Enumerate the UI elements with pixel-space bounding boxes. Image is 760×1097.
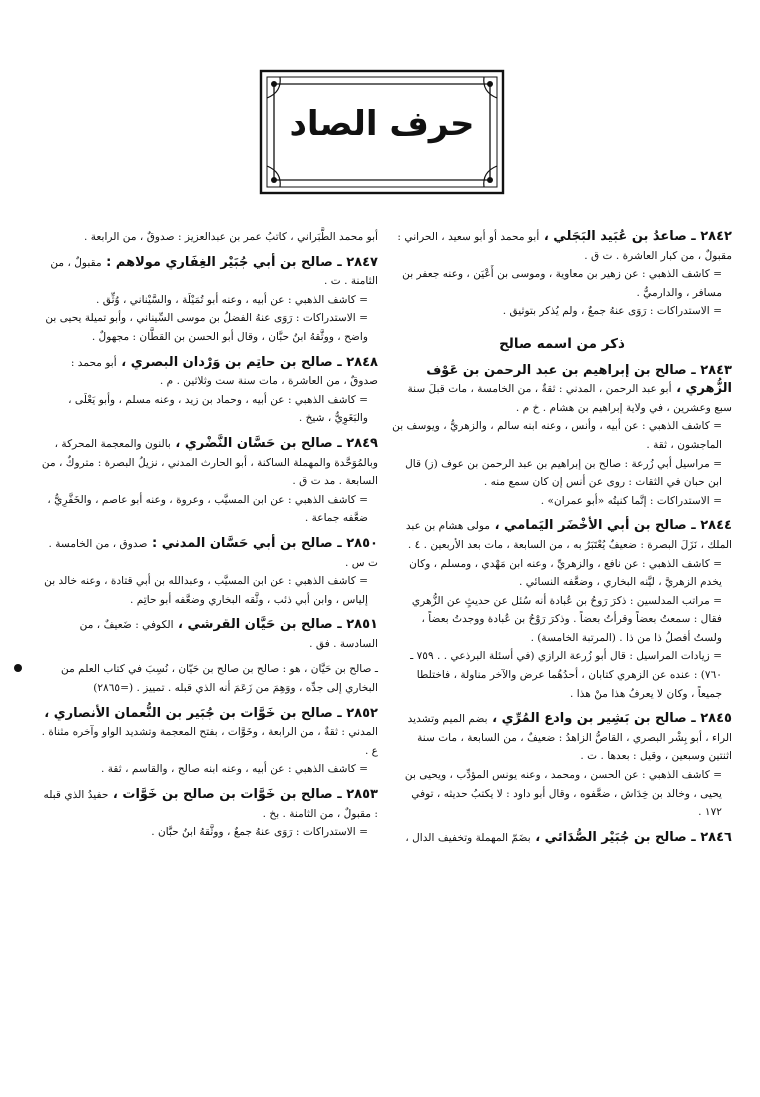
entry-heading: ٢٨٤٧ ـ صالح بن أبي جُبَيْر الغِفَاري مولاهم :: [101, 254, 378, 270]
entry-heading: ٢٨٥١ ـ صالح بن حَيَّان القرشي ،: [173, 617, 378, 633]
biography-entry: [40, 354, 378, 428]
entry-note: = كاشف الذهبي : عن أبيه ، وأنس ، وعنه ابنه سالم ، والزهريُّ ، ويوسف بن الماجشون ، ثقة .: [392, 420, 722, 451]
entry-heading: ٢٨٤٥ ـ صالح بن بَشِير بن وادع المُرِّي ،: [487, 711, 732, 727]
entry-note: = مراسيل أبي زُرعة : صالح بن إبراهيم بن عبد الرحمن بن عوف (ز) قال ابن حبان في الثقات : روى عن أنس إن كان سمع منه .: [405, 457, 722, 489]
biography-entry: [392, 517, 732, 703]
entry-body: أبو محمد أو أبو سعيد ، الحراني : مقبولٌ ، من كبار العاشرة . ت ق .: [397, 231, 732, 262]
entry-body: أبو محمد الطَّبَراني ، كاتبُ عمر بن عبدالعزيز : صدوقٌ ، من الرابعة .: [84, 231, 378, 243]
entry-note: = كاشف الذهبي : عن ابن المسيَّب ، وعروة ، وعنه أبو عاصم ، والخَفَّرِيُّ ، ضعَّفه جماعة .: [47, 493, 368, 525]
entry-body: بضَمّ المهملة وتخفيف الدال ،: [405, 831, 531, 844]
entry-text: [40, 786, 378, 823]
entry-text: [40, 660, 378, 697]
entry-heading: ٢٨٥٣ ـ صالح بن خَوَّات بن صالح بن خَوَّات ،: [108, 787, 378, 803]
entry-heading: ٢٨٤٦ ـ صالح بن جُبَيْر الصُّدَائي ،: [530, 829, 732, 845]
entry-text: [40, 228, 378, 247]
biography-entry: [40, 228, 378, 247]
entry-note: = كاشف الذهبي : عن ابن المسيَّب ، وعبدالله بن أبي قتادة ، وعنه خالد بن إلياس ، وابن أبي ذئب ، وثَّقه البخاري وضعَّفه أبو حاتِم .: [44, 575, 368, 606]
bullet-icon: [14, 664, 22, 672]
biography-entry: [40, 435, 378, 528]
biography-entry: [40, 254, 378, 347]
entry-body: حفيدُ الذي قبله : مقبولٌ ، من الثامنة . بخ .: [43, 789, 378, 820]
entry-note: = زيادات المراسيل : قال أبو زُرعة الرازي (في أسئلة البرذعي . . ٧٥٩ ـ ٧٦٠) : عنده عن الزهري كتابان ، أحدُهُما عرض والآخر مناولة ، فاختلطا جميعاً ، وكان لا يعرفُ هذا منْ هذا .: [410, 650, 722, 700]
entry-note: = الاستدراكات : إنَّما كنيتُه «أبو عمران» .: [540, 494, 722, 507]
entry-note: = الاستدراكات : رَوَى عنهُ الفضلُ بن موسى السِّيناني ، وأبو تميلة يحيى بن واضح ، ووثَّقهُ ابنُ حبَّان ، وقال أبو الحسن بن القطَّان : مجهولٌ .: [45, 312, 368, 343]
biography-entry: [40, 616, 378, 653]
entry-body: أبو عبد الرحمن ، المدني : ثقةٌ ، من الخامسة ، مات قبلَ سنة سبع وعشرين ، في ولاية إبراهيم بن هشام . خ م .: [407, 383, 732, 414]
entry-heading: ٢٨٤٣ ـ صالح بن إبراهيم بن عبد الرحمن بن عَوْف الزُّهري ،: [426, 362, 732, 397]
entry-note: = مراتب المدلسين : ذكرَ رَوحُ بن عُبادة أنه سُئل عن حديثٍ عن الزُّهري فقال : سمعتُ بعضاً وقرأتُ بعضاً . وذكرَ رَوْحُ بن عُبادة ووجدتُ بعضاً ، ولستُ أفصلُ ذا من ذا . (المرتبة الخامسة) .: [411, 594, 722, 644]
entry-text: [392, 829, 732, 848]
section-title: ذكر من اسمه صالح: [499, 335, 625, 352]
entry-text: [392, 710, 732, 766]
entry-body: بضم الميم وتشديد الراء ، أبو بِشْر البصري ، القاصُّ الزاهدُ : ضعيفٌ ، من السابعة ، مات سنة اثنتين وسبعين ، وقيل : بعدها . ت .: [407, 713, 732, 763]
entry-text: [392, 228, 732, 265]
biography-entry: [40, 535, 378, 609]
entry-body: صدوق ، من الخامسة . ت س .: [48, 537, 378, 569]
entry-text: [40, 435, 378, 491]
left-column: [40, 228, 378, 849]
entry-body: المدني : ثقةٌ ، من الرابعة ، وخَوَّات ، بفتح المعجمة وتشديد الواو وآخره مثناة . ع .: [41, 726, 378, 757]
entry-text: [40, 705, 378, 761]
entry-note: = كاشف الذهبي : عن أبيه ، وعنه ابنه صالح ، والقاسم ، ثقة .: [101, 763, 368, 776]
biography-entry: [40, 660, 378, 697]
entry-body: مقبولٌ ، من الثامنة . ت .: [50, 256, 378, 288]
entry-note: = الاستدراكات : رَوَى عنهُ جمعٌ ، ولم يُذكر بتوثيق .: [502, 305, 722, 318]
chapter-title-frame: [258, 68, 506, 196]
entry-body: ـ صالح بن حَيَّان ، هو : صالح بن صالح بن حَيّان ، نُسِبَ في كتاب العلم من البخاري إلى جدِّه ، ووَهِمَ من زَعَمَ أنه الذي قبله . تمييز . (=٢٨٦٥): [61, 663, 378, 695]
entry-note: = كاشف الذهبي : عن زهير بن معاوية ، وموسى بن أَعْيَن ، وعنه جعفر بن مسافر ، والدارميُّ .: [402, 268, 722, 299]
entry-text: [392, 517, 732, 554]
right-column: [392, 228, 732, 854]
entry-heading: ٢٨٥٢ ـ صالح بن خَوَّات بن جُبَير بن النُّعمان الأنصاري ،: [44, 705, 378, 721]
entry-text: [40, 254, 378, 291]
biography-entry: [40, 705, 378, 779]
entry-body: بالنون والمعجمة المحركة ، وبالمُوَحَّدة والمهملة الساكنة ، أبو الحارث المدني ، نزيلُ البصرة : متروكٌ ، من السابعة . مد ت ق .: [41, 437, 378, 488]
entry-note: = كاشف الذهبي : عن الحسن ، ومحمد ، وعنه يونس المؤدِّب ، ويحيى بن يحيى ، وخالد بن خِدَاش ، ضعَّفوه ، وقال أبو داود : لا يكتبُ حديثه ، توفي ١٧٢ .: [404, 769, 722, 819]
entry-text: [392, 362, 732, 418]
entry-text: [40, 535, 378, 572]
entry-heading: ٢٨٤٢ ـ صاعدُ بن عُبَيد البَجَلي ،: [539, 229, 732, 244]
entry-body: مولى هشام بن عبد الملك ، نَزَلَ البصرة : ضعيفٌ يُعْتَبَرُ به ، من السابعة ، مات بعد الأربعين . ٤ .: [405, 520, 732, 551]
entry-text: [40, 354, 378, 391]
entry-heading: ٢٨٥٠ ـ صالح بن أبي حَسَّان المدني :: [147, 535, 378, 551]
biography-entry: [40, 786, 378, 842]
biography-entry: [392, 710, 732, 822]
entry-body: أبو محمد : صدوقٌ ، من العاشرة ، مات سنة ست وثلاثين . م .: [70, 356, 378, 388]
entry-text: [40, 616, 378, 653]
entry-heading: ٢٨٤٨ ـ صالح بن حاتِم بن وَرْدان البصري ،: [116, 354, 378, 370]
biography-entry: [392, 829, 732, 848]
biography-entry: [392, 228, 732, 321]
entry-note: = كاشف الذهبي : عن أبيه ، وحماد بن زيد ، وعنه مسلم ، وأبو يَعْلَى ، والبَغَوِيُّ ، شيخ .: [68, 393, 368, 425]
entry-note: = كاشف الذهبي : عن أبيه ، وعنه أبو تُمَيْلَة ، والسَّيْناني ، وُثِّق .: [96, 293, 368, 306]
entry-heading: ٢٨٤٤ ـ صالح بن أبي الأخْضَر اليَمامي ،: [490, 518, 732, 534]
entry-note: = الاستدراكات : رَوَى عنهُ جمعٌ ، ووثَّقهُ ابنُ حبَّان .: [151, 826, 368, 839]
entry-note: = كاشف الذهبي : عن نافع ، والزهريِّ ، وعنه ابن مَهْدي ، ومسلم ، وكان يخدم الزهريَّ ، ليَّنه البخاري ، وضعَّفه النسائي .: [409, 557, 722, 589]
entry-body: الكوفي : ضَعيفٌ ، من السادسة . فق .: [79, 619, 378, 650]
biography-entry: [392, 362, 732, 511]
entry-heading: ٢٨٤٩ ـ صالح بن حَسَّان النَّضْري ،: [170, 435, 378, 451]
chapter-title: حرف الصاد: [289, 104, 475, 144]
